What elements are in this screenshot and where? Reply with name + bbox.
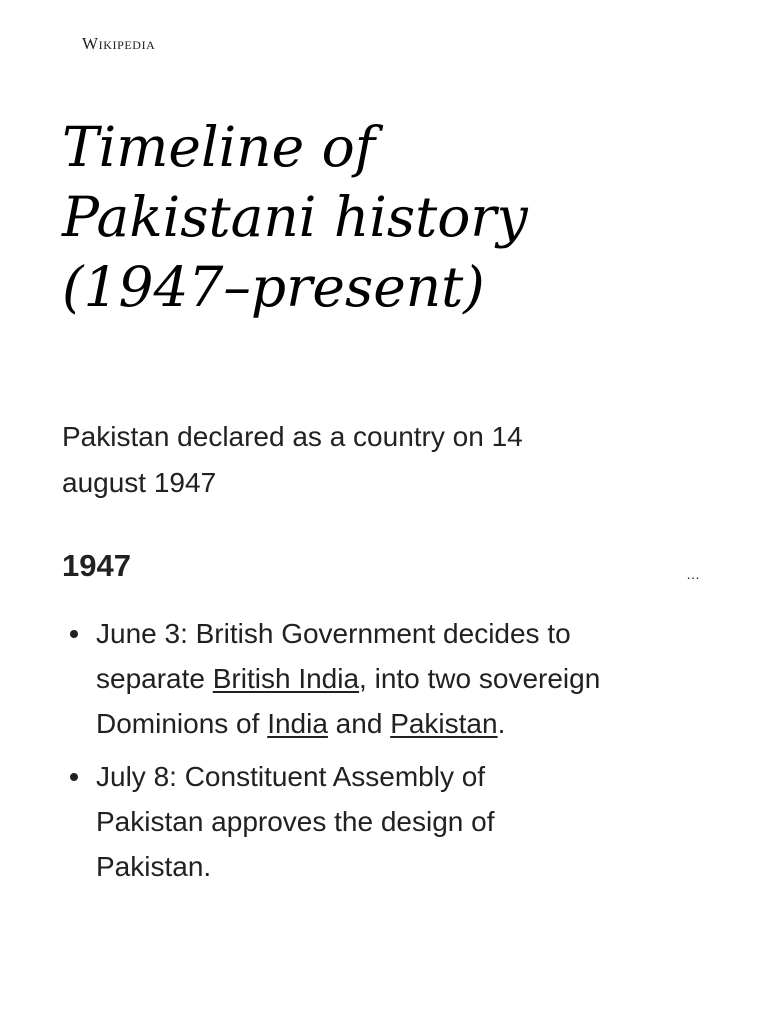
event-2-line-1: July 8: Constituent Assembly of bbox=[96, 761, 486, 792]
section-heading-1947[interactable]: 1947 bbox=[62, 548, 131, 583]
list-item bbox=[96, 611, 716, 746]
text-fragment: , into two sovereign bbox=[359, 663, 601, 694]
lead-paragraph bbox=[62, 414, 702, 506]
title-line-1: Timeline of bbox=[62, 115, 376, 179]
lead-line-1: Pakistan declared as a country on 14 bbox=[62, 421, 523, 452]
list-item bbox=[96, 754, 716, 889]
link-india[interactable]: India bbox=[267, 708, 328, 739]
event-1-line-1: June 3: British Government decides to bbox=[96, 618, 571, 649]
lead-line-2: august 1947 bbox=[62, 467, 217, 498]
event-1-line-3 bbox=[96, 701, 716, 746]
link-pakistan[interactable]: Pakistan bbox=[390, 708, 498, 739]
text-fragment: . bbox=[497, 708, 506, 739]
event-2-line-3: Pakistan. bbox=[96, 851, 212, 882]
title-line-2: Pakistani history bbox=[62, 185, 528, 249]
events-list bbox=[96, 611, 716, 897]
title-line-3: (1947–present) bbox=[62, 255, 485, 319]
wikipedia-wordmark[interactable] bbox=[82, 34, 155, 54]
event-2-line-2: Pakistan approves the design of bbox=[96, 806, 495, 837]
section-menu-icon[interactable]: … bbox=[686, 566, 700, 582]
wordmark-text: Wikipedia bbox=[82, 34, 156, 53]
page-title bbox=[62, 112, 722, 322]
text-fragment: separate bbox=[96, 663, 213, 694]
event-1-line-2 bbox=[96, 656, 716, 701]
text-fragment: Dominions of bbox=[96, 708, 268, 739]
text-fragment: and bbox=[327, 708, 391, 739]
link-british-india[interactable]: British India bbox=[212, 663, 360, 694]
